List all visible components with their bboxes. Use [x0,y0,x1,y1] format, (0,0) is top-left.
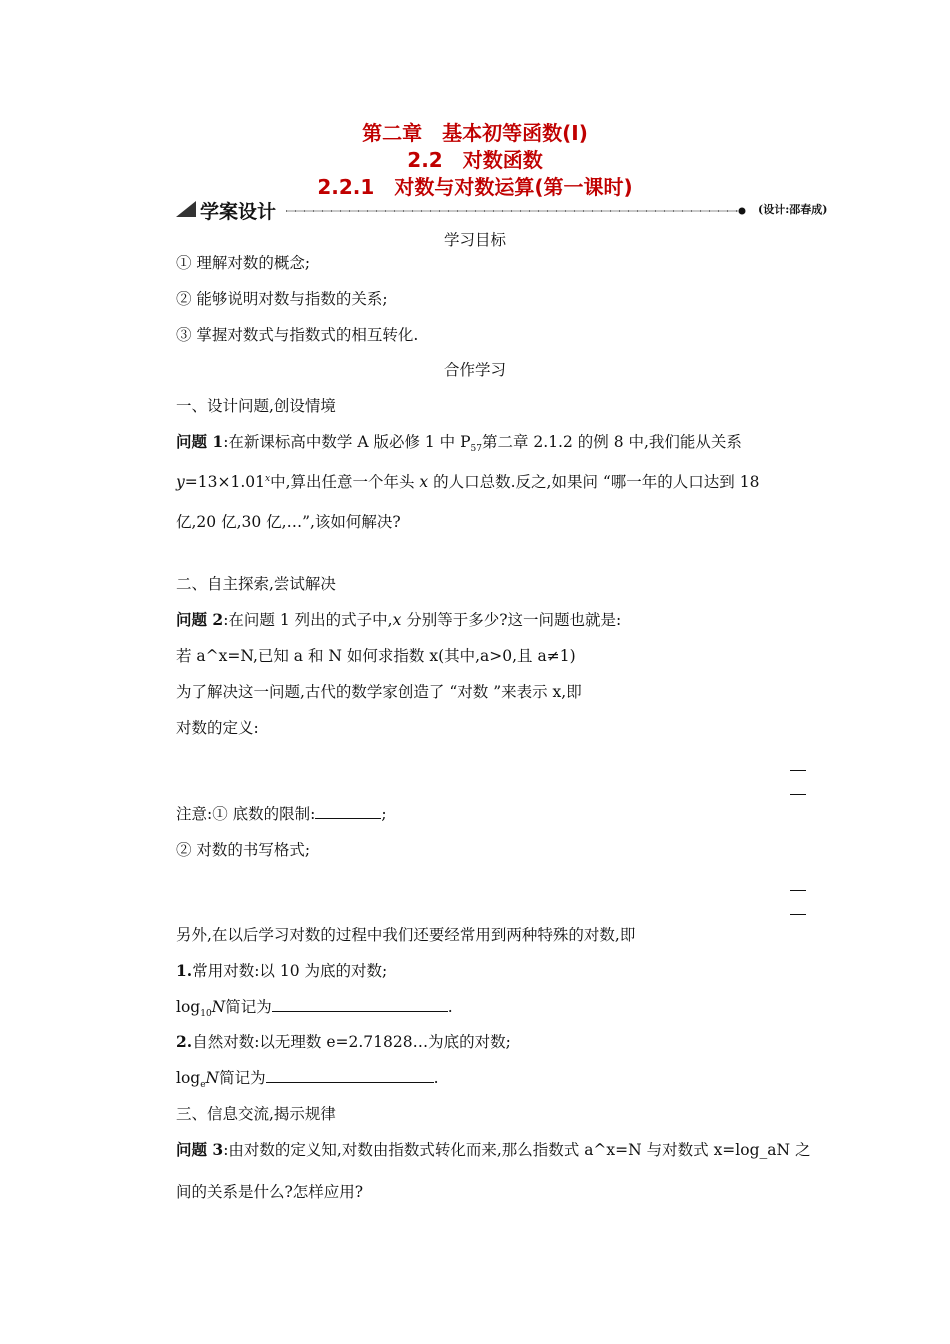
definition-label: 对数的定义: [176,719,259,737]
banner-credit: (设计:邵春成) [758,203,828,216]
goal-item: ① 理解对数的概念; [176,254,311,272]
section-title: 2.2 对数函数 [407,148,543,172]
natural-log-format: $\log_eN$简记为 . [176,1069,439,1091]
part2-heading: 二、自主探索,尝试解决 [176,575,336,593]
question-3-line-2: 间的关系是什么?怎样应用? [176,1183,364,1201]
part3-heading: 三、信息交流,揭示规律 [176,1105,336,1123]
subsection-title: 2.2.1 对数与对数运算(第一课时) [317,175,633,199]
common-log-line: 1.常用对数:以 10 为底的对数; [176,961,388,980]
margin-mark [790,890,806,891]
solve-line: 为了解决这一问题,古代的数学家创造了 “对数 ”来表示 x,即 [176,683,582,701]
margin-mark [790,914,806,915]
answer-blank[interactable] [266,1068,434,1083]
question-3-line-1: 问题 3:由对数的定义知,对数由指数式转化而来,那么指数式 a^x=N 与对数式 x=log_aN 之 [176,1140,811,1159]
goal-item: ② 能够说明对数与指数的关系; [176,290,388,308]
common-log-format: $\log_{10}N$简记为 . [176,998,453,1020]
answer-blank[interactable] [315,804,381,819]
margin-mark [790,794,806,795]
question-label: 问题 2 [176,610,224,629]
design-banner [176,197,848,223]
margin-mark [790,770,806,771]
if-condition-line: 若 a^x=N,已知 a 和 N 如何求指数 x(其中,a>0,且 a≠1) [176,647,576,665]
coop-heading: 合作学习 [443,361,506,379]
note-1: 注意:① 底数的限制: ; [176,805,387,823]
special-logs-intro: 另外,在以后学习对数的过程中我们还要经常用到两种特殊的对数,即 [176,926,636,944]
dotted-rule [286,206,748,216]
question-2: 问题 2:在问题 1 列出的式子中,x 分别等于多少?这一问题也就是: [176,610,622,629]
chapter-title: 第二章 基本初等函数(Ⅰ) [362,121,588,145]
question-1-line-2: $y=13\times 1.01^x$中,算出任意一个年头 x 的人口总数.反之,如果问 “哪一年的人口达到 18 [176,473,760,491]
question-1-line-1: 问题 1:在新课标高中数学 A 版必修 1 中 $P_{57}$第二章 2.1.2 的例 8 中,我们能从关系 [176,432,742,455]
goal-item: ③ 掌握对数式与指数式的相互转化. [176,326,419,344]
title-block [0,120,950,201]
goals-heading: 学习目标 [443,231,506,249]
note-2: ② 对数的书写格式; [176,841,311,859]
triangle-icon [176,201,196,217]
part1-heading: 一、设计问题,创设情境 [176,397,336,415]
question-label: 问题 3 [176,1140,224,1159]
banner-label: 学案设计 [200,201,277,223]
answer-blank[interactable] [272,997,448,1012]
question-1-line-3: 亿,20 亿,30 亿,…”,该如何解决? [176,513,401,531]
question-label: 问题 1 [176,432,224,451]
natural-log-line: 2.自然对数:以无理数 e=2.71828…为底的对数; [176,1032,511,1051]
